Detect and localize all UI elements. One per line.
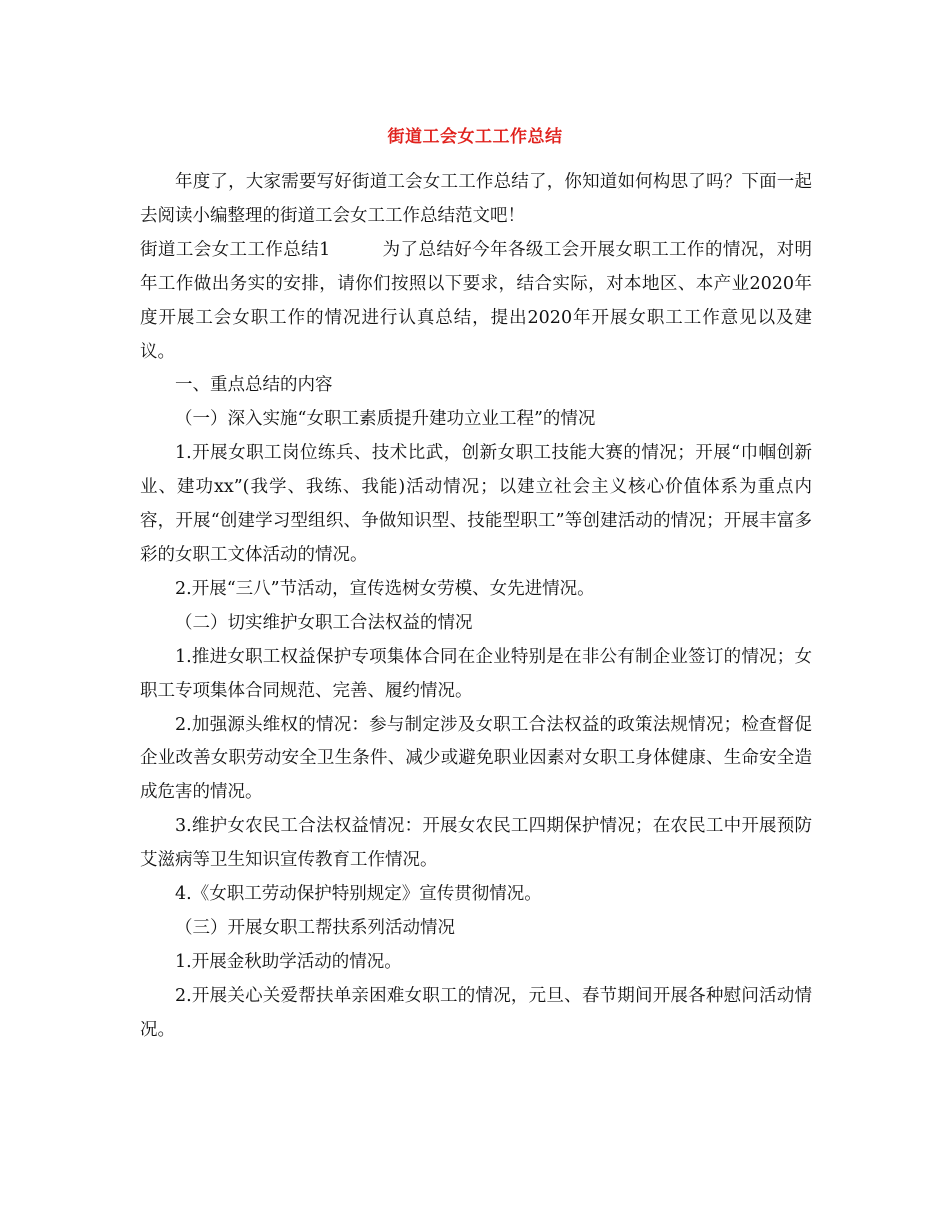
paragraph-item-3-2: 2.开展关心关爱帮扶单亲困难女职工的情况，元旦、春节期间开展各种慰问活动情况。 — [140, 985, 812, 1040]
paragraph-item-1-2: 2.开展“三八”节活动，宣传选树女劳模、女先进情况。 — [175, 578, 595, 599]
paragraph-key-content: 一、重点总结的内容 — [175, 375, 333, 396]
intro-paragraph: 年度了，大家需要写好街道工会女工工作总结了，你知道如何构思了吗？下面一起去阅读小编整理的街道工会女工工作总结范文吧！ — [140, 172, 812, 226]
paragraph-item-3-1: 1.开展金秋助学活动的情况。 — [175, 951, 402, 972]
paragraph-item-3: （三）开展女职工帮扶系列活动情况 — [175, 917, 455, 938]
paragraph-item-1-1: 1.开展女职工岗位练兵、技术比武，创新女职工技能大赛的情况；开展“巾帼创新业、建功xx”(我学、我练、我能)活动情况；以建立社会主义核心价值体系为重点内容，开展“创建学习型组织、争做知识型、技能型职工”等创建活动的情况；开展丰富多彩的女职工文体活动的情况。 — [140, 443, 812, 565]
document-title: 街道工会女工工作总结 — [387, 127, 563, 147]
paragraph-item-2-4: 4.《女职工劳动保护特别规定》宣传贯彻情况。 — [175, 884, 542, 905]
section-first-paragraph — [140, 234, 812, 370]
paragraph-item-2: （二）切实维护女职工合法权益的情况 — [175, 612, 473, 633]
section-heading: 街道工会女工工作总结1 — [140, 239, 331, 260]
paragraph-item-1: （一）深入实施“女职工素质提升建功立业工程”的情况 — [175, 409, 596, 430]
document-body — [140, 166, 812, 1048]
paragraph-item-2-1: 1.推进女职工权益保护专项集体合同在企业特别是在非公有制企业签订的情况；女职工专项集体合同规范、完善、履约情况。 — [140, 646, 812, 701]
section-lead: 为了总结好今年各级工会开展女职工工作的情况，对明年工作做出务实的安排，请你们按照以下要求，结合实际，对本地区、本产业2020年度开展工会女职工作的情况进行认真总结，提出2020年开展女职工工作意见以及建议。 — [140, 239, 813, 362]
paragraph-item-2-3: 3.维护女农民工合法权益情况：开展女农民工四期保护情况；在农民工中开展预防艾滋病等卫生知识宣传教育工作情况。 — [140, 816, 812, 871]
paragraph-item-2-2: 2.加强源头维权的情况：参与制定涉及女职工合法权益的政策法规情况；检查督促企业改善女职劳动安全卫生条件、减少或避免职业因素对女职工身体健康、生命安全造成危害的情况。 — [140, 714, 812, 803]
